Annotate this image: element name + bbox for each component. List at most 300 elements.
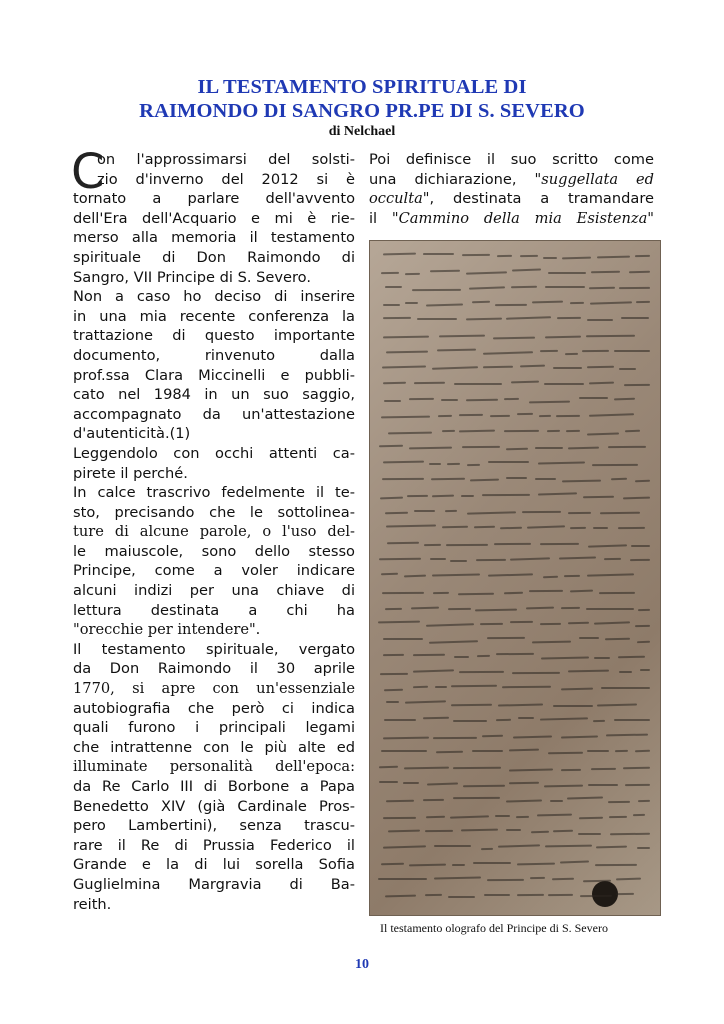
handwriting-stroke: [487, 637, 525, 639]
handwriting-stroke: [475, 608, 517, 610]
handwriting-stroke: [553, 367, 582, 369]
handwriting-stroke: [614, 350, 650, 352]
handwriting-stroke: [441, 398, 458, 400]
handwriting-stroke: [568, 446, 599, 448]
handwriting-stroke: [589, 413, 634, 416]
handwriting-stroke: [638, 609, 650, 611]
handwriting-stroke: [432, 574, 480, 577]
handwriting-stroke: [434, 877, 482, 880]
handwriting-stroke: [474, 525, 495, 527]
handwriting-stroke: [614, 719, 650, 721]
handwriting-stroke: [591, 768, 616, 770]
handwriting-stroke: [635, 479, 650, 481]
handwriting-stroke: [548, 272, 586, 274]
handwriting-stroke: [609, 816, 627, 818]
handwriting-stroke: [579, 816, 603, 818]
handwriting-stroke: [424, 543, 441, 545]
handwriting-stroke: [550, 800, 563, 802]
handwriting-stroke: [589, 382, 614, 384]
handwriting-stroke: [500, 527, 522, 529]
handwriting-stroke: [436, 751, 463, 753]
handwriting-stroke: [517, 862, 555, 864]
handwriting-stroke: [498, 845, 540, 848]
handwriting-stroke: [426, 304, 463, 307]
handwriting-stroke: [432, 367, 478, 370]
handwriting-stroke: [382, 592, 424, 594]
handwriting-stroke: [522, 511, 561, 513]
handwriting-stroke: [423, 799, 444, 801]
handwriting-stroke: [411, 607, 439, 609]
handwriting-stroke: [407, 495, 428, 497]
handwriting-stroke: [561, 607, 580, 609]
handwriting-stroke: [414, 510, 435, 512]
left-line: Il testamento spirituale, vergato: [73, 640, 355, 658]
handwriting-stroke: [619, 671, 632, 673]
left-line: reith.: [73, 895, 112, 913]
handwriting-stroke: [451, 685, 497, 687]
left-line: accompagnato da un'attestazione: [73, 405, 355, 423]
left-line: Principe, come a voler indicare: [73, 562, 355, 580]
handwriting-stroke: [545, 336, 581, 338]
handwriting-stroke: [556, 415, 580, 417]
handwriting-stroke: [606, 733, 648, 735]
handwriting-stroke: [616, 893, 634, 895]
handwriting-stroke: [383, 317, 411, 319]
left-line: merso alla memoria il testamento: [73, 229, 355, 247]
handwriting-stroke: [426, 623, 474, 626]
handwriting-stroke: [378, 621, 420, 623]
left-line: cato nel 1984 in un suo saggio,: [73, 386, 355, 404]
handwriting-stroke: [434, 845, 471, 847]
handwriting-stroke: [405, 701, 446, 704]
handwriting-stroke: [513, 735, 552, 738]
handwriting-stroke: [383, 253, 416, 255]
handwriting-stroke: [462, 446, 500, 448]
handwriting-stroke: [564, 575, 580, 577]
handwriting-stroke: [506, 317, 551, 320]
handwriting-stroke: [527, 525, 565, 528]
handwriting-stroke: [526, 607, 554, 609]
handwriting-stroke: [484, 894, 510, 896]
handwriting-stroke: [494, 543, 531, 545]
handwriting-stroke: [529, 400, 570, 402]
handwriting-stroke: [618, 656, 645, 658]
left-line: Grande e la di lui sorella Sofia: [73, 856, 355, 874]
handwriting-stroke: [531, 831, 549, 833]
handwriting-stroke: [568, 512, 591, 514]
handwriting-stroke: [506, 477, 527, 479]
handwriting-stroke: [383, 653, 405, 655]
handwriting-stroke: [520, 255, 538, 257]
handwriting-stroke: [466, 399, 498, 401]
handwriting-stroke: [532, 640, 571, 642]
handwriting-stroke: [553, 829, 573, 831]
handwriting-stroke: [604, 558, 621, 560]
handwriting-stroke: [635, 255, 650, 257]
handwriting-stroke: [403, 782, 419, 784]
handwriting-stroke: [548, 752, 583, 754]
quote-cammino: "Cammino della mia Esistenza": [391, 209, 654, 227]
handwriting-stroke: [388, 432, 432, 434]
handwriting-stroke: [495, 304, 527, 306]
handwriting-stroke: [487, 879, 524, 881]
handwriting-stroke: [553, 705, 593, 707]
handwriting-stroke: [425, 894, 442, 896]
handwriting-stroke: [619, 368, 636, 370]
handwriting-stroke: [459, 430, 495, 432]
handwriting-stroke: [383, 304, 400, 306]
handwriting-stroke: [476, 559, 506, 561]
handwriting-stroke: [596, 846, 627, 848]
left-line: d'autenticità.(1): [73, 425, 191, 443]
handwriting-stroke: [590, 301, 632, 304]
left-line: le maiuscole, sono dello stesso: [73, 542, 355, 560]
handwriting-stroke: [594, 657, 610, 659]
handwriting-stroke: [511, 381, 539, 383]
handwriting-stroke: [579, 637, 599, 639]
handwriting-stroke: [448, 896, 475, 898]
left-line: Non a caso ho deciso di inserire: [73, 288, 355, 306]
handwriting-stroke: [588, 784, 618, 786]
handwriting-stroke: [568, 622, 589, 624]
handwriting-stroke: [587, 432, 619, 435]
handwriting-stroke: [589, 287, 615, 289]
handwriting-stroke: [504, 592, 523, 594]
handwriting-stroke: [608, 801, 630, 803]
handwriting-stroke: [448, 608, 471, 610]
handwriting-stroke: [614, 398, 635, 400]
handwriting-stroke: [552, 878, 574, 880]
handwriting-stroke: [540, 623, 561, 625]
handwriting-stroke: [635, 750, 650, 752]
handwriting-stroke: [623, 496, 650, 498]
handwriting-stroke: [502, 686, 551, 688]
handwriting-stroke: [510, 557, 550, 560]
handwriting-stroke: [454, 655, 469, 657]
handwriting-stroke: [413, 654, 445, 656]
handwriting-stroke: [548, 893, 573, 895]
handwriting-stroke: [414, 382, 445, 384]
handwriting-stroke: [384, 400, 401, 402]
handwriting-stroke: [379, 445, 403, 447]
handwriting-stroke: [409, 863, 446, 865]
handwriting-stroke: [592, 464, 638, 466]
title-line-1: IL TESTAMENTO SPIRITUALE DI: [197, 76, 527, 98]
handwriting-stroke: [540, 542, 579, 544]
handwriting-stroke: [383, 817, 416, 819]
handwriting-stroke: [565, 353, 578, 355]
handwriting-stroke: [482, 735, 503, 737]
handwriting-stroke: [379, 781, 398, 783]
handwriting-stroke: [559, 556, 596, 559]
handwriting-stroke: [583, 496, 614, 498]
handwriting-stroke: [608, 446, 646, 448]
handwriting-stroke: [409, 398, 434, 400]
handwriting-stroke: [520, 365, 545, 367]
handwriting-stroke: [587, 750, 609, 752]
handwriting-stroke: [385, 351, 427, 353]
handwriting-stroke: [404, 575, 426, 577]
handwriting-stroke: [460, 829, 497, 831]
handwriting-stroke: [409, 446, 452, 448]
page-number: 10: [355, 957, 369, 972]
handwriting-stroke: [481, 848, 493, 850]
handwriting-stroke: [405, 302, 418, 304]
handwriting-stroke: [380, 672, 408, 674]
handwriting-stroke: [582, 350, 609, 352]
handwriting-stroke: [427, 783, 458, 786]
handwriting-stroke: [380, 497, 403, 499]
handwriting-stroke: [412, 289, 461, 291]
handwriting-stroke: [467, 511, 516, 514]
left-line: spirituale di Don Raimondo di: [73, 248, 355, 266]
handwriting-stroke: [430, 558, 446, 560]
handwriting-stroke: [488, 461, 529, 463]
handwriting-stroke: [506, 448, 528, 450]
handwriting-stroke: [386, 701, 399, 703]
left-line: che intrattenne con le più alte ed: [73, 738, 355, 756]
handwriting-stroke: [445, 510, 457, 512]
left-line: pirete il perché.: [73, 464, 188, 482]
handwriting-stroke: [383, 461, 424, 463]
left-line: trattazione di questo importante: [73, 327, 355, 345]
handwriting-stroke: [381, 863, 404, 865]
handwriting-stroke: [637, 641, 650, 643]
handwriting-stroke: [618, 527, 645, 529]
handwriting-stroke: [597, 703, 637, 706]
quote-occulta: occulta": [369, 190, 430, 208]
handwriting-stroke: [532, 301, 563, 303]
handwriting-stroke: [404, 767, 449, 769]
handwriting-stroke: [461, 495, 474, 497]
handwriting-stroke: [477, 655, 490, 657]
handwriting-stroke: [504, 397, 519, 399]
handwriting-stroke: [567, 797, 603, 800]
handwriting-stroke: [518, 717, 534, 719]
right-line-2: [369, 170, 654, 190]
handwriting-stroke: [482, 494, 530, 496]
handwriting-stroke: [591, 271, 620, 273]
handwriting-stroke: [547, 430, 560, 432]
left-line: quali furono i principali legami: [73, 719, 355, 737]
handwriting-stroke: [560, 861, 589, 864]
handwriting-stroke: [615, 750, 628, 752]
left-line: sto, precisando che le sottolinea-: [73, 503, 355, 521]
handwriting-stroke: [453, 797, 500, 799]
handwriting-stroke: [509, 782, 539, 784]
handwriting-stroke: [429, 640, 478, 643]
handwriting-stroke: [625, 429, 640, 431]
handwriting-stroke: [451, 704, 492, 706]
handwriting-stroke: [610, 832, 650, 834]
handwriting-stroke: [537, 813, 572, 815]
handwriting-stroke: [435, 686, 447, 688]
handwriting-stroke: [594, 621, 630, 624]
handwriting-stroke: [381, 416, 430, 418]
handwriting-stroke: [562, 479, 601, 481]
handwriting-stroke: [462, 254, 490, 256]
handwriting-stroke: [459, 671, 504, 673]
handwriting-stroke: [506, 829, 521, 831]
handwriting-stroke: [432, 495, 454, 497]
handwriting-stroke: [630, 559, 650, 561]
handwriting-stroke: [625, 784, 650, 786]
handwriting-stroke: [383, 638, 423, 640]
handwriting-stroke: [423, 717, 449, 719]
handwriting-stroke: [640, 669, 650, 671]
right-line-4: [369, 209, 654, 229]
left-line: Guglielmina Margravia di Ba-: [73, 875, 355, 893]
left-line: autobiografia che però ci indica: [73, 699, 355, 717]
left-line: da Don Raimondo il 30 aprile: [73, 660, 355, 678]
manuscript-photo: [369, 240, 661, 916]
handwriting-stroke: [385, 608, 402, 610]
handwriting-stroke: [498, 703, 543, 706]
right-column: [369, 150, 654, 228]
right-line-3: [369, 189, 654, 209]
handwriting-stroke: [504, 429, 539, 431]
handwriting-stroke: [588, 544, 627, 547]
handwriting-stroke: [535, 447, 563, 449]
handwriting-stroke: [383, 845, 426, 848]
handwriting-stroke: [459, 414, 483, 416]
handwriting-stroke: [385, 895, 416, 897]
handwriting-stroke: [623, 767, 650, 769]
handwriting-stroke: [430, 270, 460, 272]
left-line: Leggendolo con occhi attenti ca-: [73, 444, 355, 462]
handwriting-stroke: [425, 830, 453, 832]
handwriting-stroke: [386, 525, 436, 528]
handwriting-stroke: [509, 768, 553, 771]
handwriting-stroke: [438, 415, 452, 417]
handwriting-stroke: [431, 478, 465, 480]
handwriting-stroke: [381, 272, 399, 274]
handwriting-stroke: [601, 687, 650, 689]
handwriting-stroke: [543, 257, 557, 259]
handwriting-stroke: [538, 492, 577, 495]
left-line: rare il Re di Prussia Federico il: [73, 836, 355, 854]
handwriting-stroke: [593, 720, 605, 722]
handwriting-stroke: [382, 365, 426, 368]
handwriting-stroke: [512, 672, 560, 674]
handwriting-stroke: [539, 415, 551, 417]
handwriting-stroke: [433, 736, 477, 738]
handwriting-stroke: [530, 877, 545, 879]
handwriting-stroke: [496, 653, 534, 655]
author-byline: di Nelchael: [328, 124, 396, 139]
handwriting-stroke: [488, 573, 533, 576]
handwriting-stroke: [570, 589, 593, 591]
handwriting-stroke: [633, 814, 645, 816]
handwriting-stroke: [472, 749, 503, 751]
handwriting-stroke: [544, 784, 583, 786]
handwriting-stroke: [631, 545, 650, 547]
handwriting-stroke: [586, 608, 634, 610]
handwriting-stroke: [494, 815, 509, 817]
handwriting-stroke: [413, 670, 454, 673]
left-line: in una mia recente conferenza la: [73, 307, 355, 325]
handwriting-stroke: [446, 544, 488, 546]
handwriting-stroke: [442, 525, 468, 527]
left-line: 1770, si apre con un'essenziale: [73, 680, 355, 698]
handwriting-stroke: [483, 351, 533, 354]
right-line-4-text: il: [369, 209, 392, 227]
handwriting-stroke: [452, 864, 465, 866]
handwriting-stroke: [433, 592, 449, 594]
handwriting-stroke: [545, 286, 585, 288]
handwriting-stroke: [636, 301, 650, 303]
handwriting-stroke: [387, 542, 419, 544]
left-line: alcuni indizi per una chiave di: [73, 582, 355, 600]
handwriting-stroke: [570, 527, 586, 529]
handwriting-stroke: [517, 413, 533, 415]
handwriting-stroke: [516, 816, 529, 818]
handwriting-stroke: [423, 253, 454, 255]
handwriting-stroke: [384, 689, 403, 691]
handwriting-stroke: [472, 301, 490, 303]
handwriting-stroke: [381, 750, 427, 752]
right-line-3-text: , destinata a tramandare: [429, 190, 654, 208]
handwriting-stroke: [587, 573, 634, 576]
handwriting-stroke: [385, 286, 402, 288]
quote-suggellata: "suggellata ed: [534, 170, 655, 188]
left-line: zio d'inverno del 2012 si è: [97, 170, 355, 188]
handwriting-stroke: [382, 478, 424, 480]
handwriting-stroke: [568, 670, 609, 672]
handwriting-stroke: [543, 576, 558, 578]
handwriting-stroke: [593, 527, 608, 529]
left-line: Sangro, VII Principe di S. Severo.: [73, 268, 311, 286]
handwriting-stroke: [587, 319, 613, 321]
handwriting-stroke: [453, 767, 501, 769]
handwriting-stroke: [383, 382, 406, 384]
left-line: tornato a parlare dell'avvento: [73, 190, 355, 208]
handwriting-stroke: [493, 336, 535, 338]
left-line: pero Lambertini), senza trascu-: [73, 817, 355, 835]
handwriting-stroke: [417, 318, 457, 320]
handwriting-stroke: [378, 878, 427, 880]
handwriting-stroke: [541, 656, 589, 659]
handwriting-stroke: [510, 621, 533, 623]
handwriting-stroke: [381, 573, 398, 575]
handwriting-stroke: [624, 384, 650, 386]
handwriting-stroke: [621, 317, 649, 319]
handwriting-stroke: [384, 719, 416, 721]
handwriting-stroke: [413, 686, 428, 688]
handwriting-stroke: [566, 430, 580, 432]
left-line: da Re Carlo III di Borbone a Papa: [73, 778, 355, 795]
handwriting-stroke: [497, 255, 512, 257]
figure-caption: Il testamento olografo del Principe di S. Severo: [380, 921, 608, 935]
handwriting-stroke: [467, 464, 480, 466]
handwriting-stroke: [579, 397, 608, 399]
left-line: lettura destinata a chi ha: [73, 601, 355, 619]
handwriting-stroke: [383, 335, 429, 337]
handwriting-stroke: [405, 273, 420, 275]
handwriting-stroke: [561, 688, 593, 690]
handwriting-stroke: [540, 717, 588, 720]
handwriting-stroke: [450, 560, 467, 562]
left-line: documento, rinvenuto dalla: [73, 346, 355, 364]
handwriting-stroke: [473, 862, 511, 864]
handwriting-stroke: [560, 769, 581, 771]
handwriting-stroke: [637, 847, 650, 849]
handwriting-stroke: [570, 302, 584, 304]
left-line: on l'approssimarsi del solsti-: [97, 151, 355, 168]
handwriting-stroke: [442, 430, 455, 432]
left-column: [71, 144, 355, 914]
left-line: Benedetto XIV (già Cardinale Pros-: [73, 797, 355, 815]
